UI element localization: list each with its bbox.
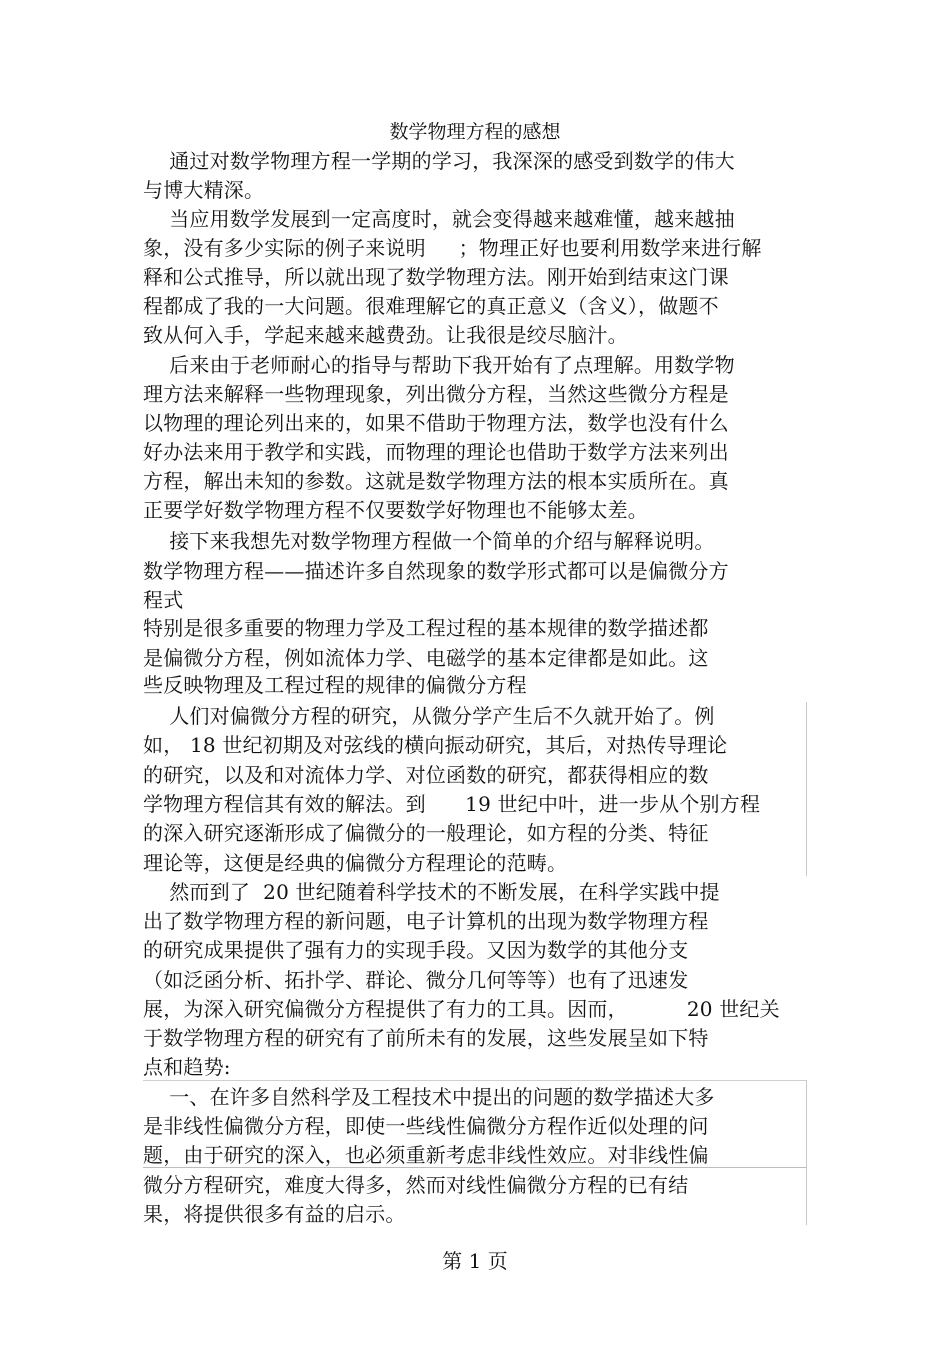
box-border-top (143, 1080, 807, 1081)
text-line: 理方法来解释一些物理现象，列出微分方程，当然这些微分方程是 (143, 382, 729, 406)
text-line: 理论等，这便是经典的偏微分方程理论的范畴。 (143, 851, 568, 875)
text-line: 以物理的理论列出来的，如果不借助于物理方法，数学也没有什么 (143, 411, 729, 435)
text-line: 通过对数学物理方程一学期的学习，我深深的感受到数学的伟大 (143, 149, 735, 173)
text-line: 是非线性偏微分方程，即使一些线性偏微分方程作近似处理的问 (143, 1114, 709, 1138)
text-line: 正要学好数学物理方程不仅要数学好物理也不能够太差。 (143, 498, 648, 522)
text-line: 程都成了我的一大问题。很难理解它的真正意义（含义），做题不 (143, 294, 719, 318)
box-border-right (806, 702, 807, 876)
text-line: 的研究，以及和对流体力学、对位函数的研究，都获得相应的数 (143, 763, 709, 787)
document-title: 数学物理方程的感想 (389, 121, 561, 143)
text-line: 一、在许多自然科学及工程技术中提出的问题的数学描述大多 (143, 1085, 715, 1109)
text-line: 方程，解出未知的参数。这就是数学物理方法的根本实质所在。真 (143, 469, 729, 493)
text-line: 当应用数学发展到一定高度时，就会变得越来越难懂，越来越抽 (143, 207, 735, 231)
box-border-right-lower (806, 1080, 807, 1225)
page-number: 第 1 页 (442, 1249, 508, 1273)
text-line: 致从何入手，学起来越来越费劲。让我很是绞尽脑汁。 (143, 323, 628, 347)
text-line: 是偏微分方程，例如流体力学、电磁学的基本定律都是如此。这 (143, 646, 709, 670)
text-line: 然而到了 20 世纪随着科学技术的不断发展，在科学实践中提 (143, 880, 720, 904)
text-line: 后来由于老师耐心的指导与帮助下我开始有了点理解。用数学物 (143, 353, 735, 377)
text-line: 的研究成果提供了强有力的实现手段。又因为数学的其他分支 (143, 938, 689, 962)
text-line: 点和趋势: (143, 1055, 231, 1079)
text-line: 特别是很多重要的物理力学及工程过程的基本规律的数学描述都 (143, 616, 709, 640)
text-line: 微分方程研究，难度大得多，然而对线性偏微分方程的已有结 (143, 1173, 689, 1197)
text-line: 些反映物理及工程过程的规律的偏微分方程 (143, 673, 527, 697)
text-line: 程式 (143, 588, 184, 612)
text-line: 题，由于研究的深入，也必须重新考虑非线性效应。对非线性偏 (143, 1143, 709, 1167)
text-line: 与博大精深。 (143, 178, 265, 202)
text-line: 释和公式推导，所以就出现了数学物理方法。刚开始到结束这门课 (143, 265, 729, 289)
text-line: 学物理方程信其有效的解法。到 19 世纪中叶，进一步从个别方程 (143, 792, 761, 816)
text-line: 数学物理方程——描述许多自然现象的数学形式都可以是偏微分方 (143, 559, 729, 583)
text-line: 出了数学物理方程的新问题，电子计算机的出现为数学物理方程 (143, 909, 709, 933)
text-line: 果，将提供很多有益的启示。 (143, 1202, 406, 1226)
text-line: （如泛函分析、拓扑学、群论、微分几何等等）也有了迅速发 (143, 968, 689, 992)
text-line: 的深入研究逐渐形成了偏微分的一般理论，如方程的分类、特征 (143, 821, 709, 845)
text-line: 如， 18 世纪初期及对弦线的横向振动研究，其后，对热传导理论 (143, 733, 728, 757)
text-line: 人们对偏微分方程的研究，从微分学产生后不久就开始了。例 (143, 704, 715, 728)
text-line: 好办法来用于教学和实践，而物理的理论也借助于数学方法来列出 (143, 440, 729, 464)
text-line: 展，为深入研究偏微分方程提供了有力的工具。因而， 20 世纪关 (143, 997, 780, 1021)
text-line: 于数学物理方程的研究有了前所未有的发展，这些发展呈如下特 (143, 1026, 709, 1050)
text-line: 象，没有多少实际的例子来说明 ；物理正好也要利用数学来进行解 (143, 236, 762, 260)
text-line: 接下来我想先对数学物理方程做一个简单的介绍与解释说明。 (143, 529, 715, 553)
divider-line (143, 1167, 807, 1168)
